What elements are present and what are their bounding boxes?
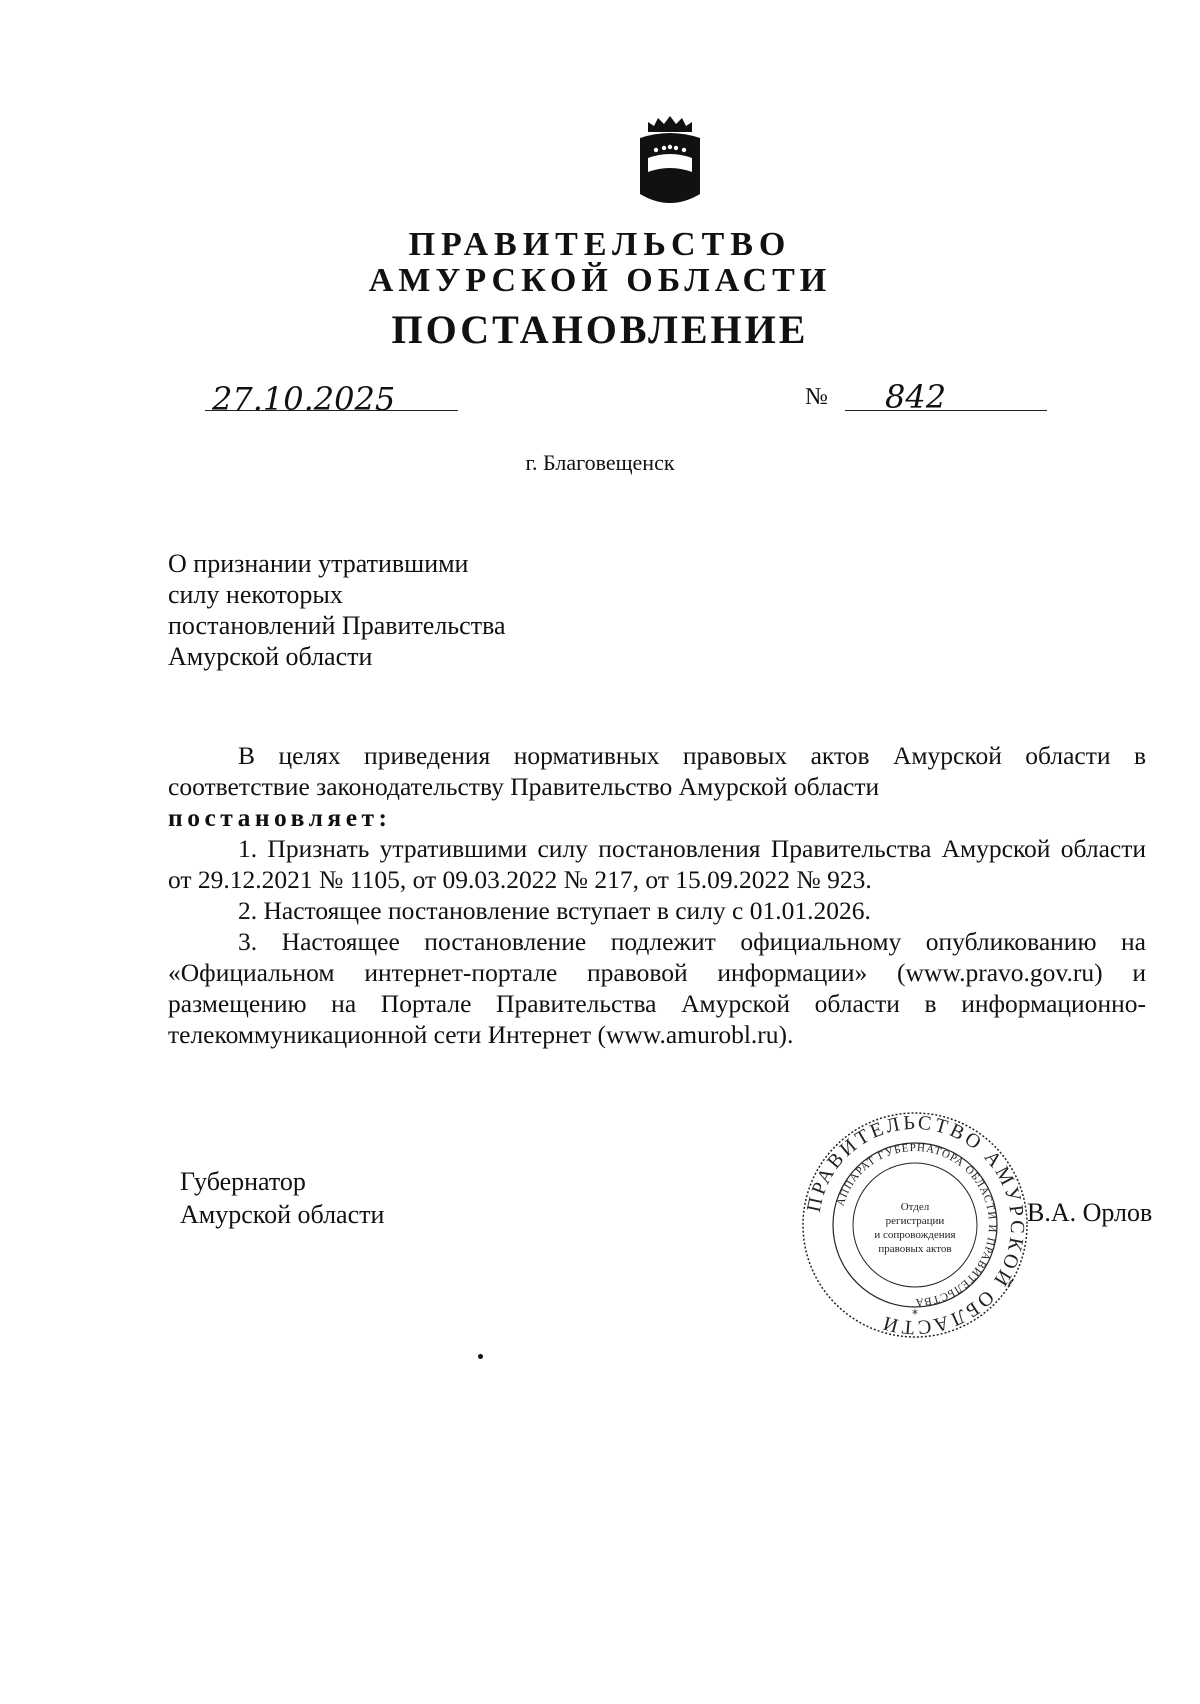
stamp-center-line: Отдел — [900, 1201, 930, 1213]
header-line-government: ПРАВИТЕЛЬСТВО — [408, 226, 792, 263]
item-1: 1. Признать утратившими силу постановления Правительства Амурской области от 29.12.2021 № 1105, от 09.03.2022 № 217, от 15.09.2022 № 923. — [168, 834, 1146, 894]
handwritten-number: 842 — [885, 378, 947, 416]
number-underline — [845, 410, 1047, 411]
stamp-center-line: и сопровождения — [874, 1229, 956, 1241]
decree-word: постановляет: — [168, 803, 392, 832]
coat-of-arms-icon — [630, 112, 710, 216]
signatory-name: В.А. Орлов — [1027, 1198, 1153, 1227]
official-seal-stamp — [800, 1110, 1030, 1340]
intro-paragraph: В целях приведения нормативных правовых актов Амурской области в соответствие законодательству Правительство Амурской области — [168, 741, 1146, 801]
stamp-center-line: правовых актов — [878, 1243, 952, 1255]
stamp-outer-text: ПРАВИТЕЛЬСТВО АМУРСКОЙ ОБЛАСТИ — [802, 1111, 1029, 1339]
signatory-title — [180, 1165, 384, 1231]
item-3: 3. Настоящее постановление подлежит официальному опубликованию на «Официальном интернет-портале правовой информации» (www.pravo.gov.ru) и размещению на Портале Правительства Амурской области в информационно-телекоммуникационной сети Интернет (www.amurobl.ru). — [168, 927, 1146, 1049]
signatory-title-line: Губернатор — [180, 1167, 306, 1196]
signatory-title-line: Амурской области — [180, 1200, 385, 1229]
item-2: 2. Настоящее постановление вступает в силу с 01.01.2026. — [238, 896, 871, 925]
svg-text:*: * — [912, 1307, 918, 1321]
document-body — [168, 740, 1146, 1050]
document-type-title: ПОСТАНОВЛЕНИЕ — [391, 307, 809, 352]
header-line-region: АМУРСКОЙ ОБЛАСТИ — [368, 262, 832, 299]
subject-line: О признании утратившими — [168, 549, 469, 578]
date-underline — [205, 410, 458, 411]
city-label: г. Благовещенск — [525, 450, 675, 475]
subject-line: силу некоторых — [168, 580, 343, 609]
subject-line: Амурской области — [168, 642, 373, 671]
number-sign: № — [805, 384, 828, 410]
handwritten-date: 27.10.2025 — [212, 380, 396, 418]
subject-line: постановлений Правительства — [168, 611, 506, 640]
stamp-middle-text: АППАРАТ ГУБЕРНАТОРА ОБЛАСТИ И ПРАВИТЕЛЬСТВА — [834, 1141, 999, 1309]
stamp-center-line: регистрации — [885, 1215, 945, 1227]
stray-ink-dot — [478, 1354, 483, 1359]
document-subject — [168, 548, 506, 672]
